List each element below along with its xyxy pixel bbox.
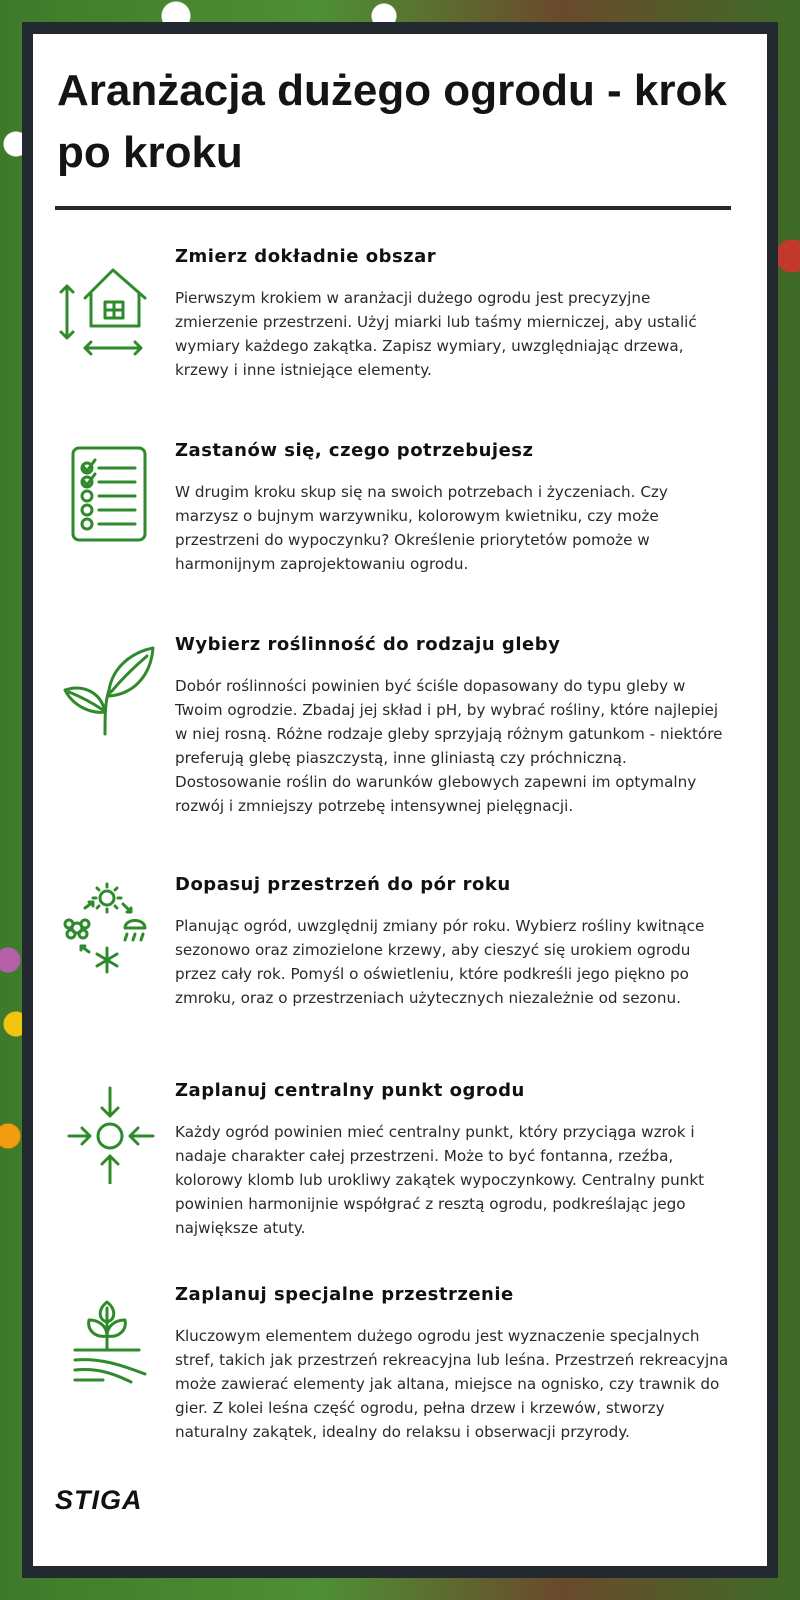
focus-point-icon: [55, 1084, 155, 1184]
house-measure-icon: [55, 256, 155, 356]
step-heading: Zastanów się, czego potrzebujesz: [175, 440, 534, 461]
step-heading: Zmierz dokładnie obszar: [175, 246, 437, 267]
step-text: Dobór roślinności powinien być ściśle dopasowany do typu gleby w Twoim ogrodzie. Zbadaj jej skład i pH, by wybrać rośliny, które najlepiej w niej rosną. Różne rodzaje gleby sprzyjają różnym gatunkom - niektóre preferują glebę piaszczystą, inne gliniastą czy próchniczną. Dostosowanie roślin do warunków glebowych zapewni im optymalny rozwój i zmniejszy potrzebę intensywnej pielęgnacji.: [175, 677, 723, 815]
step-heading: Zaplanuj centralny punkt ogrodu: [175, 1080, 525, 1101]
stiga-logo: [51, 1484, 161, 1514]
title-divider: [55, 206, 731, 210]
step-heading: Wybierz roślinność do rodzaju gleby: [175, 634, 561, 655]
step-text: Pierwszym krokiem w aranżacji dużego ogrodu jest precyzyjne zmierzenie przestrzeni. Użyj miarki lub taśmy mierniczej, aby ustalić wymiary każdego zakątka. Zapisz wymiary, uwzględniając drzewa, krzewy i inne istniejące elementy.: [175, 289, 697, 379]
step-heading: Zaplanuj specjalne przestrzenie: [175, 1284, 514, 1305]
logo-text: STIGA: [55, 1485, 143, 1514]
step-heading: Dopasuj przestrzeń do pór roku: [175, 874, 511, 895]
infographic-card: [33, 34, 767, 1566]
step-text: Kluczowym elementem dużego ogrodu jest wyznaczenie specjalnych stref, takich jak przestrzeń rekreacyjna lub leśna. Przestrzeń rekreacyjna może zawierać elementy jak altana, miejsce na ognisko, czy trawnik do gier. Z kolei leśna część ogrodu, pełna drzew i krzewów, stworzy naturalny zakątek, idealny do relaksu i obserwacji przyrody.: [175, 1327, 729, 1441]
step-text: Każdy ogród powinien mieć centralny punkt, który przyciąga wzrok i nadaje charakter całej przestrzeni. Może to być fontanna, rzeźba, kolorowy klomb lub urokliwy zakątek wypoczynkowy. Centralny punkt powinien harmonijnie współgrać z resztą ogrodu, podkreślając jego największe atuty.: [175, 1123, 705, 1237]
page-title: Aranżacja dużego ogrodu - krok po kroku: [57, 66, 727, 177]
seasons-cycle-icon: [55, 878, 155, 978]
step-text: Planując ogród, uwzględnij zmiany pór roku. Wybierz rośliny kwitnące sezonowo oraz zimozielone krzewy, aby cieszyć się urokiem ogrodu przez cały rok. Pomyśl o oświetleniu, które podkreśli jego piękno po zmroku, oraz o przestrzeniach użytecznych niezależnie od sezonu.: [175, 917, 705, 1007]
step-text: W drugim kroku skup się na swoich potrzebach i życzeniach. Czy marzysz o bujnym warzywniku, kolorowym kwietniku, czy może przestrzeni do wypoczynku? Określenie priorytetów pomoże w harmonijnym zaprojektowaniu ogrodu.: [175, 483, 668, 573]
checklist-icon: [55, 444, 155, 544]
plant-leaves-icon: [55, 636, 155, 736]
sprout-field-icon: [55, 1292, 155, 1392]
